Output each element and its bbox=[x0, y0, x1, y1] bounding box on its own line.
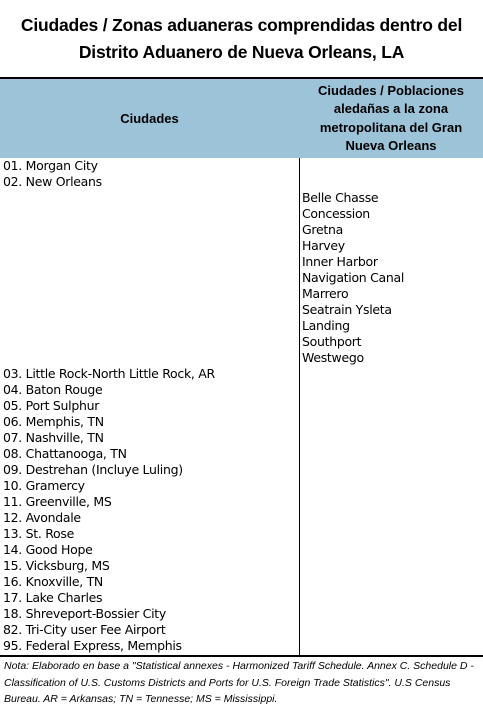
city-item: 17. Lake Charles bbox=[3, 590, 103, 605]
city-item: 15. Vicksburg, MS bbox=[3, 558, 110, 573]
nearby-town-item: Seatrain Ysleta bbox=[302, 302, 392, 317]
city-item: 09. Destrehan (Incluye Luling) bbox=[3, 462, 183, 477]
city-item: 18. Shreveport-Bossier City bbox=[3, 606, 166, 621]
header-cities: Ciudades bbox=[120, 111, 179, 126]
source-note: Nota: Elaborado en base a "Statistical annexes - Harmonized Tariff Schedule. Annex C. Schedule D - Classification of U.S. Customs Districts and Ports for U.S. Foreign Trade Statistics". U.S Census Bureau. AR = Arkansas; TN = Tennesse; MS = Mississippi. bbox=[4, 660, 474, 705]
nearby-town-item: Harvey bbox=[302, 238, 345, 253]
nearby-town-item: Concession bbox=[302, 206, 370, 221]
city-item: 05. Port Sulphur bbox=[3, 398, 100, 413]
nearby-town-item: Southport bbox=[302, 334, 362, 349]
city-item: 14. Good Hope bbox=[3, 542, 93, 557]
city-item: 02. New Orleans bbox=[3, 174, 102, 189]
city-item: 13. St. Rose bbox=[3, 526, 75, 541]
city-list-part-2 bbox=[3, 366, 298, 654]
nearby-town-item: Landing bbox=[302, 318, 350, 333]
header-nearby-towns: Ciudades / Poblaciones aledañas a la zona metropolitana del Gran Nueva Orleans bbox=[318, 82, 464, 153]
nearby-town-item: Belle Chasse bbox=[302, 190, 379, 205]
table-header bbox=[0, 79, 483, 158]
city-item: 07. Nashville, TN bbox=[3, 430, 104, 445]
nearby-town-list bbox=[302, 190, 482, 366]
nearby-town-item: Marrero bbox=[302, 286, 349, 301]
nearby-town-item: Gretna bbox=[302, 222, 343, 237]
page-title: Ciudades / Zonas aduaneras comprendidas dentro del Distrito Aduanero de Nueva Orleans, LA bbox=[20, 15, 463, 62]
city-item: 12. Avondale bbox=[3, 510, 81, 525]
nearby-town-item: Inner Harbor bbox=[302, 254, 378, 269]
city-item: 08. Chattanooga, TN bbox=[3, 446, 127, 461]
city-list-part-1 bbox=[3, 158, 298, 190]
city-item: 11. Greenville, MS bbox=[3, 494, 112, 509]
city-item: 82. Tri-City user Fee Airport bbox=[3, 622, 166, 637]
city-item: 03. Little Rock-North Little Rock, AR bbox=[3, 366, 215, 381]
city-item: 04. Baton Rouge bbox=[3, 382, 103, 397]
city-item: 01. Morgan City bbox=[3, 158, 98, 173]
city-item: 10. Gramercy bbox=[3, 478, 85, 493]
city-item: 95. Federal Express, Memphis bbox=[3, 638, 182, 653]
city-item: 06. Memphis, TN bbox=[3, 414, 104, 429]
nearby-town-item: Westwego bbox=[302, 350, 364, 365]
bottom-rule bbox=[0, 655, 483, 657]
city-item: 16. Knoxville, TN bbox=[3, 574, 103, 589]
column-divider bbox=[299, 158, 300, 655]
nearby-town-item: Navigation Canal bbox=[302, 270, 405, 285]
